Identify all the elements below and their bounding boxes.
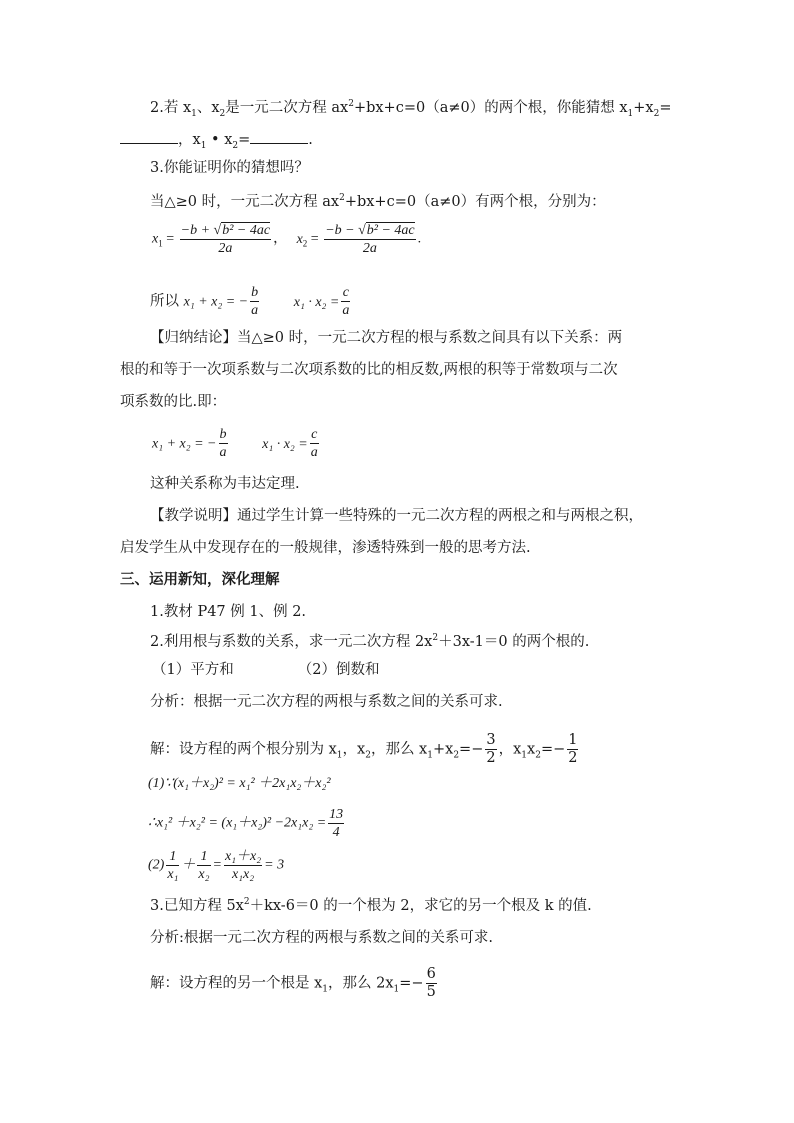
analysis-1: 分析：根据一元二次方程的两根与系数之间的关系可求. xyxy=(150,694,503,710)
teaching-note-line2: 启发学生从中发现存在的一般规律，渗透特殊到一般的思考方法. xyxy=(120,540,531,556)
section-3-heading: 三、运用新知，深化理解 xyxy=(120,572,280,588)
section-3-item2: 2.利用根与系数的关系，求一元二次方程 $2x^2+3x-1=0$ 的两个根的. xyxy=(150,633,590,650)
conclusion-line2: 根的和等于一次项系数与二次项系数的比的相反数,两根的积等于常数项与二次 xyxy=(120,362,618,378)
section-3-item3: 3.已知方程 $5x^2+kx-6=0$ 的一个根为 2，求它的另一个根及 k 的值. xyxy=(150,897,592,914)
vieta-name: 这种关系称为韦达定理. xyxy=(150,476,300,492)
answer-blank-sum[interactable] xyxy=(120,130,178,144)
question-2-line1: 2.若 $x_1$、$x_2$是一元二次方程 $ax^2+bx+c=0(a\ne 0)$的两个根，你能猜想 $x_1+x_2=$ xyxy=(150,99,672,119)
solution-2: 解：设方程的另一个根是 $x_1$，那么 $2x_1=-$ $\frac{6}{5}$ xyxy=(150,966,436,1000)
proof-result: 所以 x₁ + x₂ = − $\frac{b}{a}$ x₁ · x₂ = $\frac{c}{a}$ xyxy=(150,285,350,318)
answer-blank-product[interactable] xyxy=(250,130,308,144)
equation-3: (2) $\frac{1}{\text{x₁}}$ ＋ $\frac{1}{\text{x₂}}$ = $\frac{\text{x₁＋x₂}}{\text{x₁x₂}}$ = 3 xyxy=(148,849,285,882)
question-3: 3.你能证明你的猜想吗？ xyxy=(150,160,309,176)
section-3-options: （1）平方和 （2）倒数和 xyxy=(152,662,380,678)
conclusion-line1: 【归纳结论】当△≥0 时，一元二次方程的根与系数之间具有以下关系：两 xyxy=(150,330,623,346)
equation-2: ∴x₁² ＋x₂² = (x₁＋x₂)² −2x₁x₂ = $\frac{13}{4}$ xyxy=(148,807,344,840)
teaching-note-line1: 【教学说明】通过学生计算一些特殊的一元二次方程的两根之和与两根之积， xyxy=(150,508,643,524)
section-3-item1: 1.教材 P47 例 1、例 2. xyxy=(150,604,307,620)
solution-1: 解：设方程的两个根分别为 $x_1$，$x_2$，那么 $x_1+x_2=-$ $\frac{3}{2}$ ，$x_1x_2=-$ $\frac{1}{2}$ xyxy=(150,732,578,766)
proof-intro: 当△≥0 时，一元二次方程 $ax^2+bx+c=0(a\ne 0)$有两个根，分别为： xyxy=(150,193,606,210)
conclusion-line3: 项系数的比.即： xyxy=(120,394,227,410)
equation-1: (1)∵(x₁＋x₂)² = x₁² ＋2x₁x₂＋x₂² xyxy=(148,776,331,791)
vieta-formula: x₁ + x₂ = − $\frac{b}{a}$ x₁ · x₂ = $\frac{c}{a}$ xyxy=(152,427,318,460)
question-2-line2: ，$x_1$ • $x_2=$ . xyxy=(120,130,313,150)
root-formulas: $x_1$ = $\frac{\text{−b + √b² − 4ac}}{2a}$ ， $x_2$ = $\frac{\text{−b − √b² − 4ac}}{2a}$ . xyxy=(152,223,422,256)
root2-fraction: $\frac{\text{−b − √b² − 4ac}}{2a}$ xyxy=(325,223,415,256)
root1-fraction: $\frac{\text{−b + √b² − 4ac}}{2a}$ xyxy=(180,223,271,256)
analysis-2: 分析:根据一元二次方程的两根与系数之间的关系可求. xyxy=(150,930,493,946)
